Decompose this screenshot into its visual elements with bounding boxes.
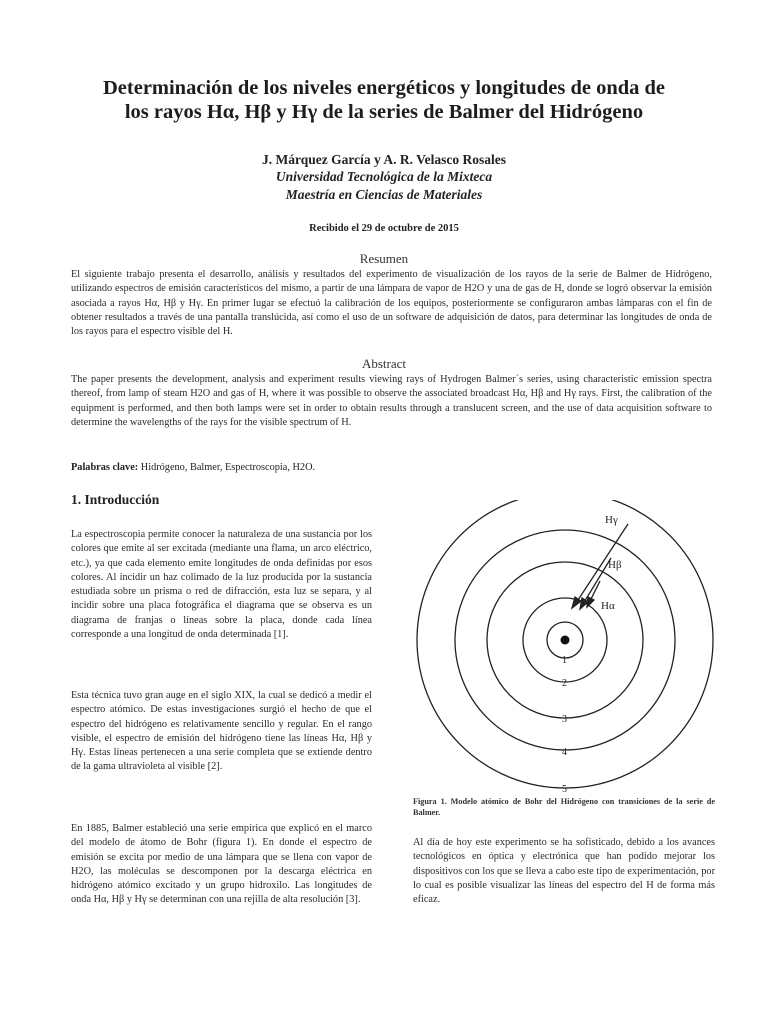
resumen-heading: Resumen bbox=[359, 251, 409, 266]
keywords bbox=[71, 462, 411, 473]
label-h-beta: Hβ bbox=[608, 559, 622, 571]
intro-paragraph-1: La espectroscopia permite conocer la naturaleza de una sustancia por los colores que emite al ser excitada (mediante una flama, un arco eléctrico, etc.), ya que cada elemento emite longitudes de onda definidas por esos colores. Al incidir un haz colimado de la luz producida por la sustancia estudiada sobre un prisma o red de difracción, esta luz se separa, y al incidir sobre una placa fotográfica el diagrama que se observa es un diagrama de franjas o líneas sobre la placa, donde cada línea corresponde a una longitud de onda determinada [1]. bbox=[71, 529, 372, 641]
keywords-label: Palabras clave: bbox=[71, 462, 139, 473]
authors: J. Márquez García y A. R. Velasco Rosales bbox=[262, 152, 506, 167]
title-line-1: Determinación de los niveles energéticos y longitudes de onda de bbox=[102, 77, 665, 99]
keywords-text: Hidrógeno, Balmer, Espectroscopia, H2O. bbox=[138, 462, 316, 473]
abstract-text: The paper presents the development, analysis and experiment results viewing rays of Hydrogen Balmer´s series, using characteristic emission spectra thereof, from lamp of steam H2O and gas of H, where it was possible to observe the associated broadcast Hα, Hβ and Hγ rays. First, the calibration of the equipment is performed, and then both lamps were set in order to obtain results through a translucent screen, and the use of data acquisition software to determine the wavelengths of the rays for the visible spectrum of H. bbox=[71, 374, 712, 428]
orbit-label-3: 3 bbox=[562, 714, 567, 725]
intro-paragraph-4: Al día de hoy este experimento se ha sofisticado, debido a los avances tecnológicos en óptica y electrónica que han podido mejorar los dispositivos con los que se lleva a cabo este tipo de experimentación, por lo cual es posible visualizar las líneas del espectro del H de forma más eficaz. bbox=[413, 837, 715, 906]
bohr-model-figure bbox=[413, 500, 715, 792]
resumen-text: El siguiente trabajo presenta el desarrollo, análisis y resultados del experimento de visualización de los rayos de la serie de Balmer de Hidrógeno, utilizando espectros de emisión característicos del mismo, a partir de una lámpara de vapor de H2O y una de gas de H, donde se logró observar la emisión asociada a rayos Hα, Hβ y Hγ. En primer lugar se efectuó la calibración de los equipos, posteriormente se configuraron ambas lámparas con el fin de obtener resultados a través de una pantalla translúcida, así como el uso de un software de adquisición de datos, para determinar las longitudes de onda de los rayos para el espectro visible del H. bbox=[71, 269, 712, 338]
orbit-label-1: 1 bbox=[562, 655, 567, 666]
figure-caption: Figura 1. Modelo atómico de Bohr del Hidrógeno con transiciones de la serie de Balmer. bbox=[413, 797, 715, 817]
label-h-alpha: Hα bbox=[601, 600, 615, 612]
nucleus bbox=[561, 636, 570, 645]
intro-paragraph-2: Esta técnica tuvo gran auge en el siglo XIX, la cual se dedicó a medir el espectro atómico. De estas investigaciones surgió el hecho de que el espectro del hidrógeno es relativamente sencillo y regular. En el rango visible, el espectro de emisión del hidrógeno tiene las líneas Hα, Hβ y Hγ. Estas líneas pertenecen a una serie completa que se extiende dentro de la gama ultravioleta al visible [2]. bbox=[71, 690, 372, 773]
orbit-label-5: 5 bbox=[562, 784, 567, 792]
affiliation-program: Maestría en Ciencias de Materiales bbox=[285, 187, 483, 202]
arrow-h-alpha bbox=[587, 597, 594, 607]
abstract-heading: Abstract bbox=[361, 356, 407, 371]
section-heading-introduccion: 1. Introducción bbox=[71, 492, 160, 507]
orbit-label-2: 2 bbox=[562, 678, 567, 689]
label-h-gamma: Hγ bbox=[605, 514, 618, 526]
orbit-label-4: 4 bbox=[562, 747, 567, 758]
affiliation-university: Universidad Tecnológica de la Mixteca bbox=[275, 169, 493, 184]
intro-paragraph-3: En 1885, Balmer estableció una serie empírica que explicó en el marco del modelo de átomo de Bohr (figura 1). En donde el espectro de emisión se excita por medio de una lámpara que se llena con vapor de H2O, las moléculas se descomponen por la descarga eléctrica en hidrógeno atómico excitado y un grupo hidroxilo. Las longitudes de onda Hα, Hβ y Hγ se determinan con una rejilla de alta resolución [3]. bbox=[71, 823, 372, 906]
paper-title bbox=[40, 76, 728, 124]
title-line-2: los rayos Hα, Hβ y Hγ de la series de Balmer del Hidrógeno bbox=[124, 101, 644, 123]
received-date: Recibido el 29 de octubre de 2015 bbox=[309, 223, 459, 234]
